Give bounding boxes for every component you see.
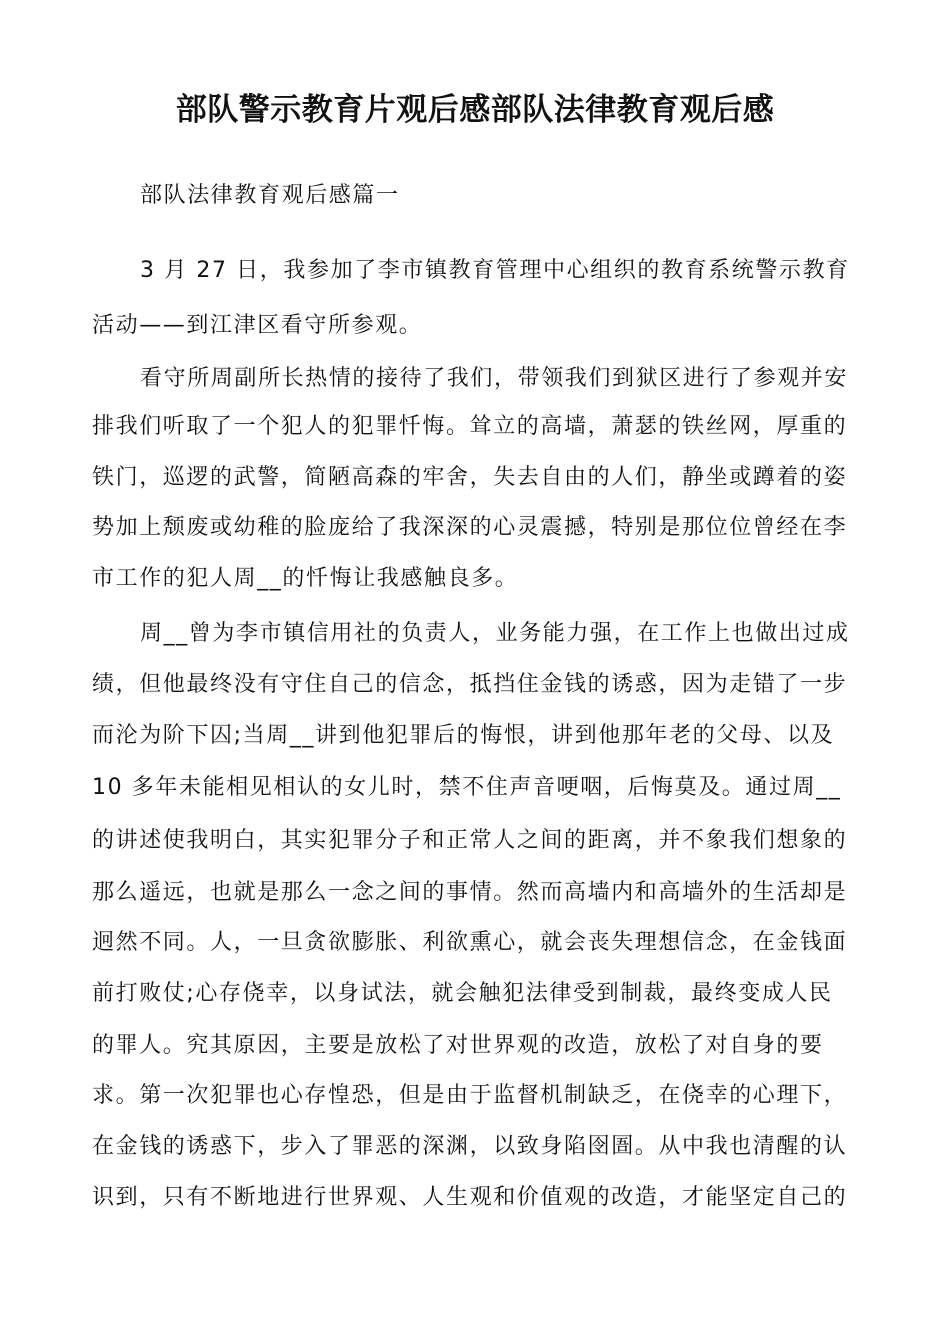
paragraph-line: 那么遥远，也就是那么一念之间的事情。然而高墙内和高墙外的生活却是 xyxy=(92,880,848,905)
paragraph-line: 识到，只有不断地进行世界观、人生观和价值观的改造，才能坚定自己的 xyxy=(92,1185,848,1210)
section-heading: 部队法律教育观后感篇一 xyxy=(140,183,400,208)
paragraph-line: 前打败仗;心存侥幸，以身试法，就会触犯法律受到制裁，最终变成人民 xyxy=(92,981,833,1006)
paragraph-line: 3 月 27 日，我参加了李市镇教育管理中心组织的教育系统警示教育 xyxy=(140,258,850,283)
paragraph-line: 的讲述使我明白，其实犯罪分子和正常人之间的距离，并不象我们想象的 xyxy=(92,828,848,853)
paragraph-line: 周__曾为李市镇信用社的负责人，业务能力强，在工作上也做出过成 xyxy=(140,621,850,646)
paragraph-line: 活动——到江津区看守所参观。 xyxy=(92,313,423,338)
paragraph-line: 迥然不同。人，一旦贪欲膨胀、利欲熏心，就会丧失理想信念，在金钱面 xyxy=(92,930,848,955)
paragraph-line: 在金钱的诱惑下，步入了罪恶的深渊，以致身陷囹圄。从中我也清醒的认 xyxy=(92,1134,848,1159)
paragraph-line: 铁门，巡逻的武警，简陋高森的牢舍，失去自由的人们，静坐或蹲着的姿 xyxy=(92,465,848,490)
paragraph-line: 10 多年未能相见相认的女儿时，禁不住声音哽咽，后悔莫及。通过周__ xyxy=(92,775,842,800)
paragraph-line: 的罪人。究其原因，主要是放松了对世界观的改造，放松了对自身的要 xyxy=(92,1033,824,1058)
document-title: 部队警示教育片观后感部队法律教育观后感 xyxy=(175,92,775,128)
paragraph-line: 市工作的犯人周__的忏悔让我感触良多。 xyxy=(92,566,519,591)
paragraph-line: 求。第一次犯罪也心存惶恐，但是由于监督机制缺乏，在侥幸的心理下， xyxy=(92,1083,848,1108)
paragraph-line: 而沦为阶下囚;当周__讲到他犯罪后的悔恨，讲到他那年老的父母、以及 xyxy=(92,723,835,748)
paragraph-line: 势加上颓废或幼稚的脸庞给了我深深的心灵震撼，特别是那位位曾经在李 xyxy=(92,515,848,540)
paragraph-line: 看守所周副所长热情的接待了我们，带领我们到狱区进行了参观并安 xyxy=(140,366,849,391)
paragraph-line: 排我们听取了一个犯人的犯罪忏悔。耸立的高墙，萧瑟的铁丝网，厚重的 xyxy=(92,414,848,439)
paragraph-line: 绩，但他最终没有守住自己的信念，抵挡住金钱的诱惑，因为走错了一步 xyxy=(92,672,848,697)
